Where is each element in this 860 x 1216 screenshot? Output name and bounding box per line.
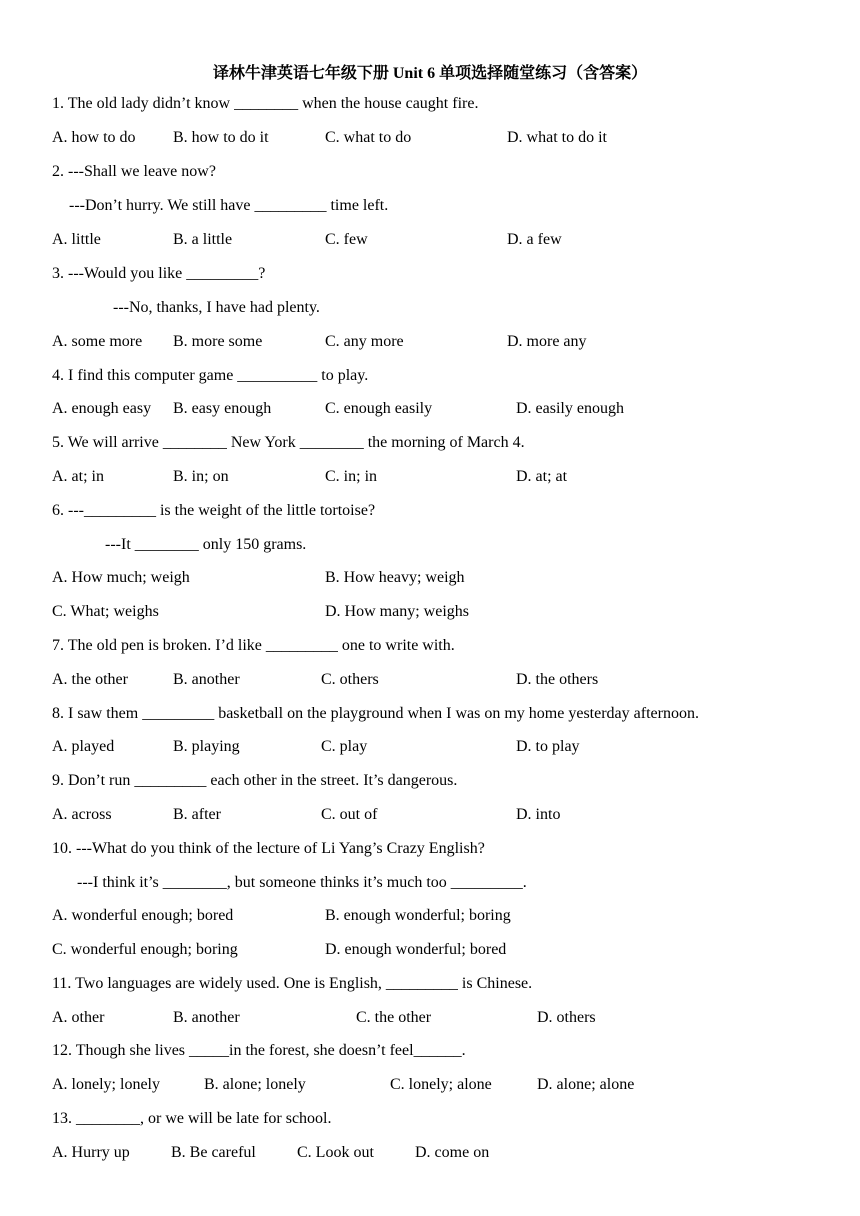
question-2-reply: ---Don’t hurry. We still have _________ time left. <box>69 197 389 214</box>
question-5-stem: 5. We will arrive ________ New York ________ the morning of March 4. <box>52 434 525 451</box>
question-13-option-a: A. Hurry up <box>52 1144 130 1161</box>
question-8-option-b: B. playing <box>173 738 240 755</box>
question-10-stem: 10. ---What do you think of the lecture of Li Yang’s Crazy English? <box>52 840 485 857</box>
question-11-option-a: A. other <box>52 1009 105 1026</box>
question-4-option-b: B. easy enough <box>173 400 272 417</box>
question-6-stem: 6. ---_________ is the weight of the little tortoise? <box>52 502 376 519</box>
question-3-option-b: B. more some <box>173 333 263 350</box>
question-4-option-a: A. enough easy <box>52 400 152 417</box>
question-8-option-a: A. played <box>52 738 115 755</box>
question-5-option-b: B. in; on <box>173 468 229 485</box>
question-12-stem: 12. Though she lives _____in the forest, she doesn’t feel______. <box>52 1042 466 1059</box>
question-4-stem: 4. I find this computer game __________ to play. <box>52 367 369 384</box>
question-3-stem: 3. ---Would you like _________? <box>52 265 266 282</box>
question-5-option-a: A. at; in <box>52 468 104 485</box>
question-11-option-d: D. others <box>537 1009 596 1026</box>
question-13-option-b: B. Be careful <box>171 1144 256 1161</box>
question-6-option-a: A. How much; weigh <box>52 569 190 586</box>
question-6-option-d: D. How many; weighs <box>325 603 469 620</box>
question-6-reply: ---It ________ only 150 grams. <box>105 536 307 553</box>
question-1-option-c: C. what to do <box>325 129 412 146</box>
page-title: 译林牛津英语七年级下册 Unit 6 单项选择随堂练习（含答案） <box>212 65 648 82</box>
question-3-option-c: C. any more <box>325 333 404 350</box>
question-7-option-d: D. the others <box>516 671 599 688</box>
question-9-option-b: B. after <box>173 806 221 823</box>
question-9-option-a: A. across <box>52 806 112 823</box>
question-3-option-a: A. some more <box>52 333 143 350</box>
question-12-option-d: D. alone; alone <box>537 1076 635 1093</box>
question-8-stem: 8. I saw them _________ basketball on the playground when I was on my home yesterday afternoon. <box>52 705 699 722</box>
question-3-reply: ---No, thanks, I have had plenty. <box>113 299 320 316</box>
question-10-option-a: A. wonderful enough; bored <box>52 907 234 924</box>
question-1-option-d: D. what to do it <box>507 129 607 146</box>
question-7-option-a: A. the other <box>52 671 128 688</box>
question-13-stem: 13. ________, or we will be late for school. <box>52 1110 332 1127</box>
question-7-stem: 7. The old pen is broken. I’d like _________ one to write with. <box>52 637 455 654</box>
question-2-option-a: A. little <box>52 231 101 248</box>
question-1-option-a: A. how to do <box>52 129 136 146</box>
question-10-option-c: C. wonderful enough; boring <box>52 941 238 958</box>
question-9-option-d: D. into <box>516 806 561 823</box>
question-2-stem: 2. ---Shall we leave now? <box>52 163 216 180</box>
question-12-option-b: B. alone; lonely <box>204 1076 306 1093</box>
question-7-option-b: B. another <box>173 671 240 688</box>
question-6-option-c: C. What; weighs <box>52 603 159 620</box>
question-5-option-d: D. at; at <box>516 468 568 485</box>
question-13-option-c: C. Look out <box>297 1144 374 1161</box>
question-2-option-c: C. few <box>325 231 368 248</box>
question-11-option-c: C. the other <box>356 1009 432 1026</box>
question-7-option-c: C. others <box>321 671 379 688</box>
question-10-reply: ---I think it’s ________, but someone thinks it’s much too _________. <box>77 874 527 891</box>
question-6-option-b: B. How heavy; weigh <box>325 569 465 586</box>
question-11-stem: 11. Two languages are widely used. One is English, _________ is Chinese. <box>52 975 533 992</box>
question-1-stem: 1. The old lady didn’t know ________ when the house caught fire. <box>52 95 479 112</box>
question-3-option-d: D. more any <box>507 333 587 350</box>
question-11-option-b: B. another <box>173 1009 240 1026</box>
question-2-option-d: D. a few <box>507 231 562 248</box>
question-8-option-d: D. to play <box>516 738 580 755</box>
question-13-option-d: D. come on <box>415 1144 490 1161</box>
question-9-stem: 9. Don’t run _________ each other in the street. It’s dangerous. <box>52 772 458 789</box>
question-1-option-b: B. how to do it <box>173 129 269 146</box>
question-9-option-c: C. out of <box>321 806 378 823</box>
question-10-option-d: D. enough wonderful; bored <box>325 941 507 958</box>
question-10-option-b: B. enough wonderful; boring <box>325 907 511 924</box>
question-2-option-b: B. a little <box>173 231 233 248</box>
question-8-option-c: C. play <box>321 738 368 755</box>
question-12-option-c: C. lonely; alone <box>390 1076 492 1093</box>
question-5-option-c: C. in; in <box>325 468 378 485</box>
question-4-option-d: D. easily enough <box>516 400 624 417</box>
question-12-option-a: A. lonely; lonely <box>52 1076 160 1093</box>
question-4-option-c: C. enough easily <box>325 400 433 417</box>
